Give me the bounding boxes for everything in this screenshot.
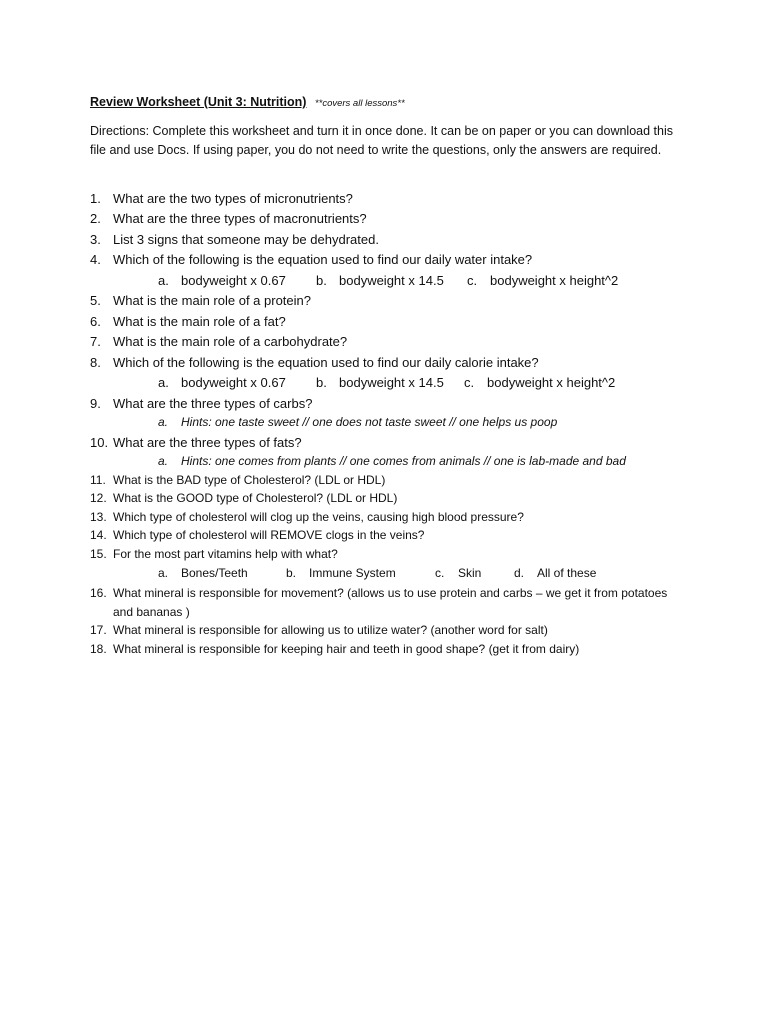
question-item: 14. Which type of cholesterol will REMOVE clogs in the veins?	[90, 528, 425, 542]
question-text: What is the BAD type of Cholesterol? (LDL or HDL)	[113, 473, 386, 487]
question-text: What mineral is responsible for allowing us to utilize water? (another word for salt)	[113, 623, 548, 637]
question-text: What are the three types of carbs?	[113, 396, 313, 411]
question-text: What is the GOOD type of Cholesterol? (LDL or HDL)	[113, 491, 398, 505]
question-text: What is the main role of a carbohydrate?	[113, 334, 348, 349]
question-item: 17. What mineral is responsible for allowing us to utilize water? (another word for salt)	[90, 623, 548, 637]
question-text: Which of the following is the equation used to find our daily calorie intake?	[113, 355, 539, 370]
question-item: 16. What mineral is responsible for movement? (allows us to use protein and carbs – we get it from potatoes and bananas )	[90, 584, 670, 622]
question-item: 11. What is the BAD type of Cholesterol? (LDL or HDL)	[90, 473, 386, 487]
hint-line: a. Hints: one comes from plants // one comes from animals // one is lab-made and bad	[158, 454, 626, 468]
answer-option: a. bodyweight x 0.67	[158, 375, 286, 390]
answer-option: a. Bones/Teeth	[158, 566, 248, 580]
header	[90, 93, 405, 111]
question-item: 15. For the most part vitamins help with what?	[90, 547, 338, 561]
hint-line: a. Hints: one taste sweet // one does not taste sweet // one helps us poop	[158, 415, 558, 429]
question-text: List 3 signs that someone may be dehydrated.	[113, 232, 379, 247]
question-text: What are the three types of fats?	[113, 435, 302, 450]
question-text: What are the two types of micronutrients?	[113, 191, 353, 206]
question-text: Which type of cholesterol will REMOVE clogs in the veins?	[113, 528, 425, 542]
question-text: What is the main role of a fat?	[113, 314, 286, 329]
page-subtitle: **covers all lessons**	[314, 98, 405, 109]
question-item: 2. What are the three types of macronutrients?	[90, 211, 367, 226]
question-item: 8. Which of the following is the equation used to find our daily calorie intake?	[90, 355, 539, 370]
answer-option: c. Skin	[435, 566, 482, 580]
question-item: 1. What are the two types of micronutrients?	[90, 191, 353, 206]
question-item: 9. What are the three types of carbs?	[90, 396, 313, 411]
answer-option: c. bodyweight x height^2	[467, 273, 619, 288]
question-item: 5. What is the main role of a protein?	[90, 293, 311, 308]
question-text: Which type of cholesterol will clog up the veins, causing high blood pressure?	[113, 510, 524, 524]
question-item: 3. List 3 signs that someone may be dehydrated.	[90, 232, 379, 247]
question-text: What mineral is responsible for movement? (allows us to use protein and carbs – we get it from potatoes and bananas )	[113, 586, 668, 619]
question-text: What mineral is responsible for keeping hair and teeth in good shape? (get it from dairy)	[113, 642, 580, 656]
question-item: 7. What is the main role of a carbohydrate?	[90, 334, 348, 349]
question-item: 18. What mineral is responsible for keeping hair and teeth in good shape? (get it from dairy)	[90, 642, 580, 656]
answer-option: b. bodyweight x 14.5	[316, 375, 444, 390]
question-text: For the most part vitamins help with what?	[113, 547, 338, 561]
question-item: 6. What is the main role of a fat?	[90, 314, 286, 329]
page-title: Review Worksheet (Unit 3: Nutrition)	[90, 95, 307, 109]
question-text: What are the three types of macronutrients?	[113, 211, 367, 226]
question-text: Which of the following is the equation used to find our daily water intake?	[113, 252, 533, 267]
question-item: 10. What are the three types of fats?	[90, 435, 302, 450]
answer-option: b. bodyweight x 14.5	[316, 273, 444, 288]
answer-option: b. Immune System	[286, 566, 396, 580]
question-text: What is the main role of a protein?	[113, 293, 311, 308]
question-item: 13. Which type of cholesterol will clog up the veins, causing high blood pressure?	[90, 510, 524, 524]
answer-option: d. All of these	[514, 566, 597, 580]
directions-paragraph: Directions: Complete this worksheet and turn it in once done. It can be on paper or you can download this file and use Docs. If using paper, you do not need to write the questions, only the answers are required.	[90, 124, 673, 157]
question-item: 4. Which of the following is the equation used to find our daily water intake?	[90, 252, 533, 267]
answer-option: a. bodyweight x 0.67	[158, 273, 286, 288]
question-item: 12. What is the GOOD type of Cholesterol? (LDL or HDL)	[90, 491, 398, 505]
answer-option: c. bodyweight x height^2	[464, 375, 616, 390]
